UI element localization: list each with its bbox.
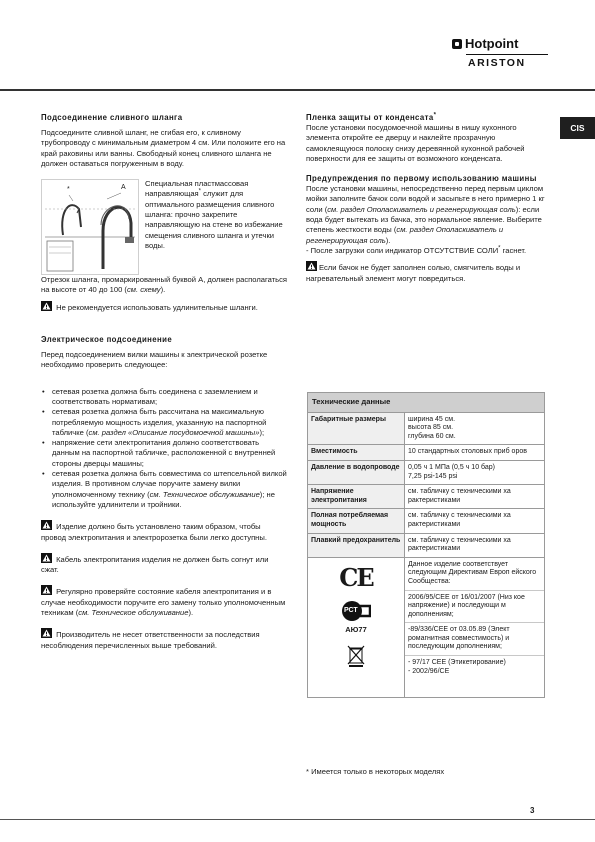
warning-liability-text: Производитель не несет ответственности за последствия несоблюдения перечисленных выше требований. [41, 630, 260, 650]
warning-access [41, 520, 287, 543]
hose-height-text [41, 275, 287, 296]
drain-hose-diagram [41, 179, 139, 275]
warning-icon [41, 520, 52, 530]
table-row [308, 485, 545, 509]
warning-check-cable [41, 585, 287, 618]
warning-icon [306, 261, 317, 271]
gost-mark-icon [341, 600, 371, 622]
logo-brand-top: Hotpoint [465, 36, 519, 51]
hose-text-1: Специальная пластмассовая направляющая [145, 179, 249, 199]
warning-icon [41, 553, 52, 563]
first-use-heading: Предупреждения по первому использованию машины [306, 174, 537, 184]
table-row [308, 509, 545, 533]
header-rule [0, 89, 595, 91]
brand-logo [452, 36, 550, 69]
gost-code: АЮ77 [345, 624, 367, 634]
drain-figure-block [41, 179, 287, 275]
row-value: см. табличку с техническими ха рактеристиками [405, 533, 545, 557]
footnote: * Имеется только в некоторых моделях [306, 767, 445, 776]
list-item [52, 387, 287, 408]
left-column [41, 113, 287, 651]
drain-text: Подсоедините сливной шланг, не сгибая его, к сливному трубопроводу с минимальным диаметром 4 см. Или положите его на край раковины или ванны. Свободный конец сливного шланга не должен оставаться погруженным в воду. [41, 128, 286, 168]
electrical-checklist [41, 387, 287, 511]
condensation-heading [306, 113, 546, 123]
weee-bin-icon [347, 644, 365, 668]
first-use-ref-2: см. раздел Ополаскиватель и регенерирующая соль [306, 225, 504, 245]
bullet-end: ); [259, 427, 265, 437]
salt-warning-text: Если бачок не будет заполнен солью, смягчитель воды и нагревательный элемент могут повредиться. [306, 263, 521, 283]
warning-check-cable-text: Регулярно проверяйте состояние кабеля электропитания и в случае необходимости поручите его замену только уполномоченным техникам ( [41, 587, 286, 618]
warning-icon [41, 585, 52, 595]
cert-text-emc: -89/336/CEE от 03.05.89 (Элект ромагнитная совместимость) и последующим дополнениям; [408, 626, 510, 651]
list-item [52, 407, 287, 438]
certification-marks [308, 557, 405, 698]
hotpoint-logo-icon [452, 39, 462, 49]
gost-mark-text: РСТ [344, 606, 358, 614]
hose-guide-text [145, 179, 287, 275]
warning-cable [41, 553, 287, 576]
bullet-end: ); не используйте удлинители и тройники. [52, 489, 275, 509]
bullet-text: сетевая розетка должна быть соединена с заземлением и соответствовать нормативам; [52, 386, 258, 406]
warning-check-cable-ref: см. Техническое обслуживание [78, 608, 189, 618]
table-row [308, 412, 545, 445]
list-item [52, 438, 287, 469]
cert-divider [405, 622, 544, 623]
cert-text-intro: Данное изделие соответствует следующим Директивам Европ ейского Сообщества: [408, 560, 537, 585]
cert-text-labelling: - 97/17 CEE (Этикетирование) - 2002/96/CE [408, 659, 506, 675]
figure-label-star: * [67, 186, 70, 194]
table-row [308, 557, 545, 698]
row-value: см. табличку с техническими ха рактеристиками [405, 509, 545, 533]
salt-warning [306, 261, 546, 284]
first-use-text-2: ): если вода будет вытекать из бачка, это нормальное явление. Выберите степень жесткости воды ( [306, 204, 542, 235]
hose-text-3-ref: см. схему [126, 285, 161, 295]
ce-mark-icon: CE [339, 562, 373, 592]
first-use-text-5: гаснет. [500, 245, 527, 255]
certification-text [405, 557, 545, 698]
cert-text-low-voltage: 2006/95/CEE от 16/01/2007 (Низ кое напряжение) и последующи м дополнениям; [408, 593, 525, 618]
row-label: Напряжение электропитания [308, 485, 405, 509]
technical-data-table [307, 392, 545, 698]
table-row [308, 533, 545, 557]
list-item [52, 469, 287, 510]
drain-heading: Подсоединение сливного шланга [41, 113, 183, 122]
extension-warning-text: Не рекомендуется использовать удлинительные шланги. [54, 302, 258, 312]
footnote-star: * [498, 245, 501, 252]
row-label: Плавкий предохранитель [308, 533, 405, 557]
language-tab: CIS [560, 117, 595, 139]
logo-divider [466, 54, 548, 55]
hose-text-3: Отрезок шланга, промаркированный буквой А, должен располагаться на высоте от 40 до 100 ( [41, 275, 288, 295]
bullet-text: сетевая розетка должна быть совместима со штепсельной вилкой изделия. В противном случае поручите замену вилки уполномоченному технику ( [52, 469, 287, 499]
warning-access-text: Изделие должно быть установлено таким образом, чтобы провод электропитания и электророзетка были легко доступны. [41, 522, 267, 542]
row-value: ширина 45 см. высота 85 см. глубина 60 см. [405, 412, 545, 445]
condensation-heading-text: Пленка защиты от конденсата [306, 113, 434, 122]
table-title: Технические данные [308, 393, 545, 413]
cert-divider [405, 655, 544, 656]
first-use-ref-1: см. раздел Ополаскиватель и регенерирующая соль [327, 204, 516, 214]
warning-icon [41, 301, 52, 311]
electrical-heading: Электрическое подсоединение [41, 335, 173, 345]
figure-label-a: A [121, 184, 126, 192]
row-label: Габаритные размеры [308, 412, 405, 445]
warning-check-cable-end: ). [188, 608, 194, 618]
logo-brand-bottom: ARISTON [468, 57, 526, 69]
hose-text-3-end: ). [160, 285, 166, 295]
first-use-text-1: После установки машины, непосредственно перед первым циклом мойки заполните бачок соли водой и засыпьте в него примерно 1 кг соли ( [306, 184, 545, 214]
bullet-ref: см. Техническое обслуживание [149, 489, 260, 499]
footnote-star: * [433, 112, 437, 119]
row-label: Давление в водопроводе [308, 460, 405, 484]
bullet-text: сетевая розетка должна быть рассчитана на максимальную потребляемую мощность изделия, указанную на паспортной табличке ( [52, 407, 267, 437]
extension-warning [41, 301, 287, 313]
technical-data-table-wrap [307, 392, 545, 698]
row-value: 0,05 ч 1 МПа (0,5 ч 10 бар) 7,25 psi-145 psi [405, 460, 545, 484]
page-number: 3 [530, 806, 535, 815]
first-use-text-3: ). [385, 235, 391, 245]
bullet-text: напряжение сети электропитания должно соответствовать данным на паспортной табличке, расположенной с внутренней стороны дверцы машины; [52, 438, 276, 468]
row-value: 10 стандартных столовых приб оров [405, 445, 545, 461]
footnote-star: * [198, 188, 202, 195]
bullet-ref: см. раздел «Описание посудомоечной машины» [88, 427, 260, 437]
warning-icon [41, 628, 52, 638]
first-use-text-4: - После загрузки соли индикатор ОТСУТСТВИЕ СОЛИ [306, 245, 499, 255]
row-label: Вместимость [308, 445, 405, 461]
first-use-text [306, 184, 546, 256]
cert-divider [405, 590, 544, 591]
condensation-text: После установки посудомоечной машины в нишу кухонного элемента откройте ее дверцу и наклейте прозрачную самоклеящуюся полоску снизу деревянной кухонной рабочей поверхности для ее защиты от возможного конденсата. [306, 123, 525, 163]
footer-rule [0, 819, 595, 820]
warning-cable-text: Кабель электропитания изделия не должен быть согнут или сжат. [41, 554, 269, 575]
right-column [306, 113, 546, 284]
warning-liability [41, 628, 287, 651]
hose-text-2: служит для оптимального размещения сливного шланга: прочно закрепите направляющую на стене во избежание смещения сливного шланга и утечки воды. [145, 189, 283, 250]
table-row [308, 460, 545, 484]
table-row [308, 445, 545, 461]
row-value: см. табличку с техническими ха рактеристиками [405, 485, 545, 509]
electrical-intro: Перед подсоединением вилки машины к электрической розетке необходимо проверить следующее: [41, 350, 268, 370]
row-label: Полная потребляемая мощность [308, 509, 405, 533]
